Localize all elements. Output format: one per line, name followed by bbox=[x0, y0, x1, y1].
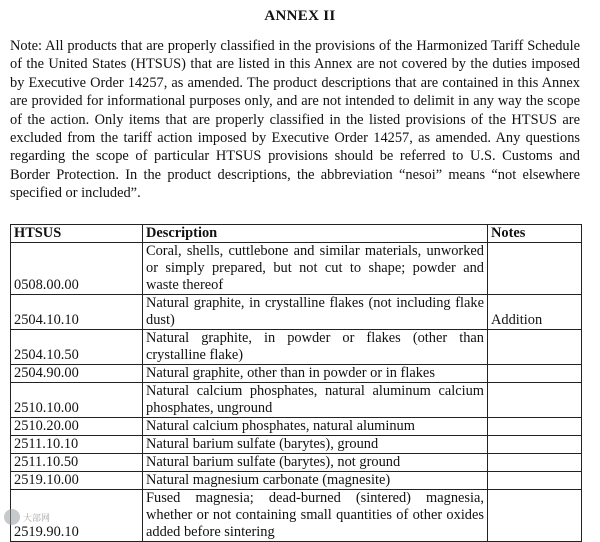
notes bbox=[488, 330, 582, 365]
notes bbox=[488, 365, 582, 383]
watermark bbox=[4, 505, 74, 529]
table-row bbox=[11, 472, 582, 490]
watermark-text: 大部网 bbox=[23, 513, 51, 524]
htsus-code: 2510.10.00 bbox=[11, 383, 143, 418]
table-row bbox=[11, 365, 582, 383]
table-row bbox=[11, 243, 582, 295]
description: Natural calcium phosphates, natural aluminum calcium phosphates, unground bbox=[143, 383, 488, 418]
table-row bbox=[11, 383, 582, 418]
table-row bbox=[11, 295, 582, 330]
description: Natural barium sulfate (barytes), not ground bbox=[143, 454, 488, 472]
notes bbox=[488, 243, 582, 295]
notes: Addition bbox=[488, 295, 582, 330]
htsus-code: 2504.10.50 bbox=[11, 330, 143, 365]
table-header-row bbox=[11, 225, 582, 243]
table-row bbox=[11, 330, 582, 365]
annex-title: ANNEX II bbox=[264, 8, 336, 24]
notes bbox=[488, 490, 582, 542]
header-description: Description bbox=[143, 225, 488, 243]
description: Coral, shells, cuttlebone and similar materials, unworked or simply prepared, but not cut to shape; powder and waste thereof bbox=[143, 243, 488, 295]
table-row bbox=[11, 436, 582, 454]
htsus-table bbox=[10, 224, 582, 542]
header-htsus: HTSUS bbox=[11, 225, 143, 243]
notes bbox=[488, 454, 582, 472]
description: Natural graphite, in crystalline flakes (not including flake dust) bbox=[143, 295, 488, 330]
notes bbox=[488, 383, 582, 418]
description: Natural graphite, other than in powder or in flakes bbox=[143, 365, 488, 383]
htsus-code: 2511.10.10 bbox=[11, 436, 143, 454]
logo-icon bbox=[4, 509, 20, 525]
table-row bbox=[11, 418, 582, 436]
htsus-code: 2519.90.10 bbox=[11, 490, 143, 542]
htsus-code: 2519.10.00 bbox=[11, 472, 143, 490]
description: Natural calcium phosphates, natural aluminum bbox=[143, 418, 488, 436]
description: Natural graphite, in powder or flakes (other than crystalline flake) bbox=[143, 330, 488, 365]
htsus-code: 2504.10.10 bbox=[11, 295, 143, 330]
htsus-code: 2510.20.00 bbox=[11, 418, 143, 436]
notes bbox=[488, 418, 582, 436]
htsus-code: 2511.10.50 bbox=[11, 454, 143, 472]
htsus-code: 0508.00.00 bbox=[11, 243, 143, 295]
htsus-code: 2504.90.00 bbox=[11, 365, 143, 383]
notes bbox=[488, 436, 582, 454]
description: Natural barium sulfate (barytes), ground bbox=[143, 436, 488, 454]
notes bbox=[488, 472, 582, 490]
table-row bbox=[11, 490, 582, 542]
description: Fused magnesia; dead-burned (sintered) magnesia, whether or not containing small quantities of other oxides added before sintering bbox=[143, 490, 488, 542]
header-notes: Notes bbox=[488, 225, 582, 243]
description: Natural magnesium carbonate (magnesite) bbox=[143, 472, 488, 490]
annex-note: Note: All products that are properly classified in the provisions of the Harmonized Tariff Schedule of the United States (HTSUS) that are listed in this Annex are not covered by the duties imposed by Executive Order 14257, as amended. The product descriptions that are contained in this Annex are provided for informational purposes only, and are not intended to delimit in any way the scope of the action. Only items that are properly classified in the listed provisions of the HTSUS are excluded from the tariff action imposed by Executive Order 14257, as amended. Any questions regarding the scope of particular HTSUS provisions should be referred to U.S. Customs and Border Protection. In the product descriptions, the abbreviation “nesoi” means “not elsewhere specified or included”. bbox=[10, 38, 580, 202]
table-row bbox=[11, 454, 582, 472]
